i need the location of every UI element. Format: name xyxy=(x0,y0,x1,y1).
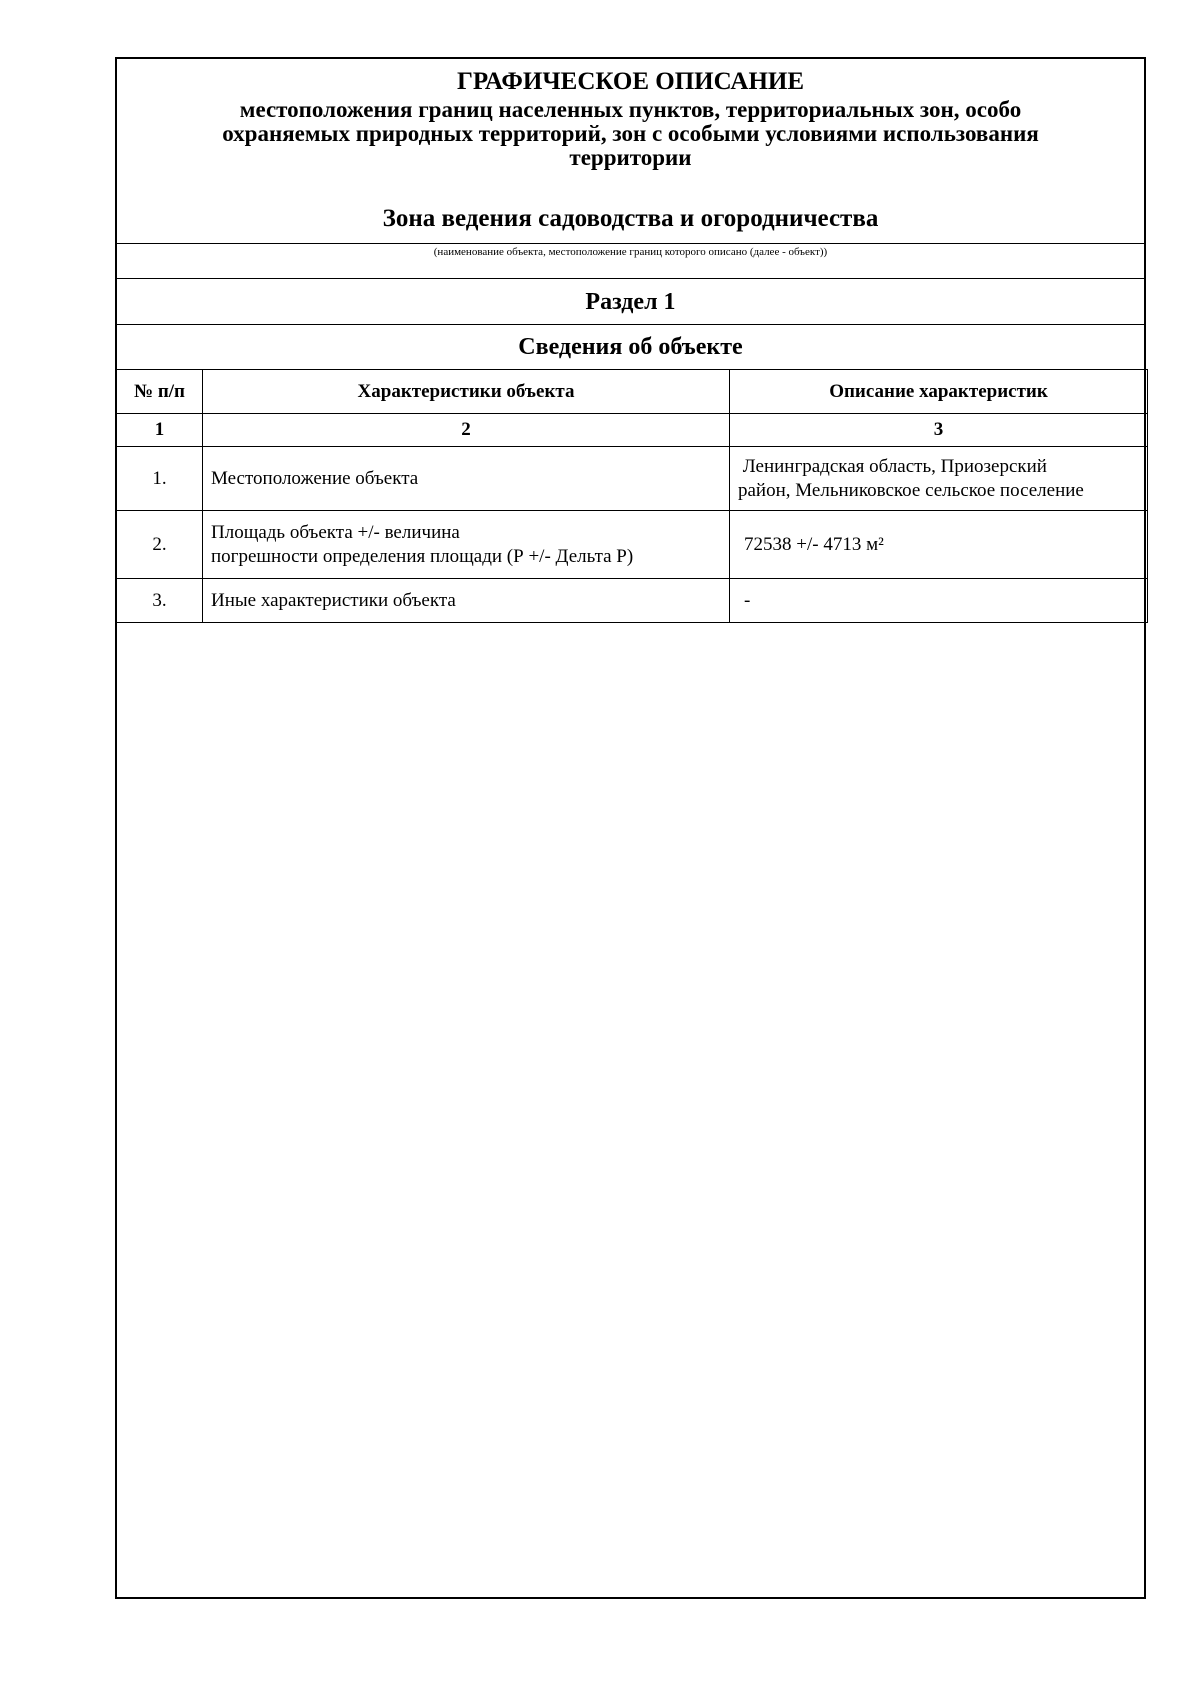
row-number: 1. xyxy=(117,447,203,511)
header-cell-description: Описание характеристик xyxy=(730,370,1148,414)
subtitle-line: территории xyxy=(569,145,692,170)
subtitle-line: охраняемых природных территорий, зон с особыми условиями использования xyxy=(222,121,1039,146)
object-caption: (наименование объекта, местоположение границ которого описано (далее - объект)) xyxy=(433,246,828,258)
column-number-cell: 2 xyxy=(203,414,730,447)
row-number: 2. xyxy=(117,511,203,579)
characteristic-cell xyxy=(203,447,730,511)
object-name: Зона ведения садоводства и огородничества xyxy=(382,205,879,232)
description-cell xyxy=(730,579,1148,623)
header-cell-number: № п/п xyxy=(117,370,203,414)
description-text: 72538 +/- 4713 м² xyxy=(744,533,884,555)
object-info-table xyxy=(116,369,1148,623)
table-row xyxy=(117,511,1148,579)
table-row xyxy=(117,579,1148,623)
document-title: ГРАФИЧЕСКОЕ ОПИСАНИЕ xyxy=(456,68,805,95)
characteristic-text: Местоположение объекта xyxy=(211,467,419,489)
section-number: Раздел 1 xyxy=(585,289,676,315)
description-text: район, Мельниковское сельское поселение xyxy=(738,479,1084,501)
document-subtitle xyxy=(137,98,1124,170)
characteristic-text: погрешности определения площади (Р +/- Дельта Р) xyxy=(211,545,634,567)
description-text: - xyxy=(744,589,751,611)
characteristic-cell xyxy=(203,511,730,579)
divider xyxy=(117,324,1144,325)
subtitle-line: местоположения границ населенных пунктов, территориальных зон, особо xyxy=(239,97,1022,122)
characteristic-text: Иные характеристики объекта xyxy=(211,589,456,611)
title-block xyxy=(117,59,1144,243)
column-number-cell: 1 xyxy=(117,414,203,447)
table-header-row xyxy=(117,370,1148,414)
column-number-cell: 3 xyxy=(730,414,1148,447)
header-cell-characteristic: Характеристики объекта xyxy=(203,370,730,414)
characteristic-cell xyxy=(203,579,730,623)
characteristic-text: Площадь объекта +/- величина xyxy=(211,521,460,543)
description-cell xyxy=(730,447,1148,511)
column-number-row xyxy=(117,414,1148,447)
description-text: Ленинградская область, Приозерский xyxy=(738,455,1047,477)
row-number: 3. xyxy=(117,579,203,623)
document-sheet xyxy=(115,57,1146,1599)
description-cell xyxy=(730,511,1148,579)
table-row xyxy=(117,447,1148,511)
divider xyxy=(117,278,1144,279)
section-title: Сведения об объекте xyxy=(518,334,743,360)
